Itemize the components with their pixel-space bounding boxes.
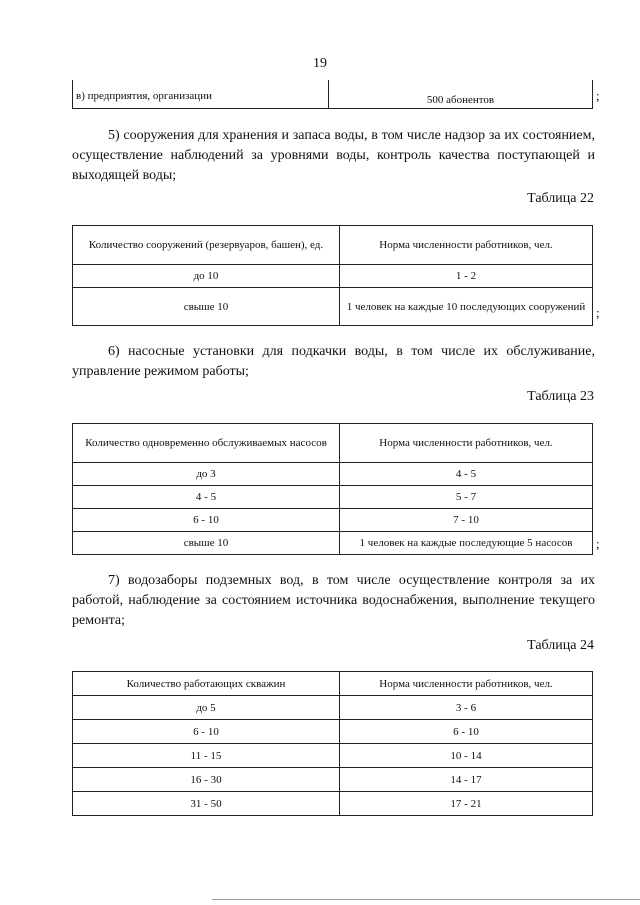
- table-cell: 17 - 21: [340, 792, 593, 816]
- table-cell: свыше 10: [73, 288, 340, 326]
- paragraph-5: 5) сооружения для хранения и запаса воды, в том числе надзор за их состоянием, осуществление наблюдений за уровнями воды, контроль качества поступающей и выходящей воды;: [72, 128, 595, 183]
- table-cell: до 3: [73, 463, 340, 486]
- table-cell: 4 - 5: [340, 463, 593, 486]
- table-cell: 6 - 10: [73, 509, 340, 532]
- table-row: [73, 288, 593, 326]
- table-cell: 4 - 5: [73, 486, 340, 509]
- table-cell: 6 - 10: [73, 720, 340, 744]
- table-row: [73, 744, 593, 768]
- fragment-table-cell-left: [72, 80, 329, 109]
- table-cell: 1 - 2: [340, 265, 593, 288]
- table-cell: 31 - 50: [73, 792, 340, 816]
- page-number: 19: [313, 56, 327, 71]
- table-header-row: [73, 424, 593, 463]
- fragment-col2: 500 абонентов: [426, 94, 495, 106]
- paragraph-6: 6) насосные установки для подкачки воды, в том числе их обслуживание, управление режимом работы;: [72, 344, 595, 379]
- table-header-cell: Количество работающих скважин: [73, 672, 340, 696]
- table-header-cell: Норма численности работников, чел.: [340, 424, 593, 463]
- table-row: [73, 532, 593, 555]
- fragment-semicolon: ;: [596, 88, 600, 103]
- table-row: [73, 463, 593, 486]
- table-24-caption: Таблица 24: [527, 638, 594, 653]
- table-cell: до 10: [73, 265, 340, 288]
- table-cell: 6 - 10: [340, 720, 593, 744]
- table-22: [72, 225, 593, 326]
- fragment-col1: в) предприятия, организации: [76, 90, 212, 102]
- table-header-row: [73, 226, 593, 265]
- table-23-caption: Таблица 23: [527, 389, 594, 404]
- table-header-cell: Норма численности работников, чел.: [340, 226, 593, 265]
- table-cell: 16 - 30: [73, 768, 340, 792]
- table-row: [73, 792, 593, 816]
- scan-edge-line: [212, 899, 640, 900]
- table-cell: свыше 10: [73, 532, 340, 555]
- table-23: [72, 423, 593, 555]
- table-cell: до 5: [73, 696, 340, 720]
- table-cell: 1 человек на каждые 10 последующих сооружений: [340, 288, 593, 326]
- table-22-semicolon: ;: [596, 305, 600, 320]
- table-row: [73, 265, 593, 288]
- table-header-row: [73, 672, 593, 696]
- table-header-cell: Количество сооружений (резервуаров, башен), ед.: [73, 226, 340, 265]
- table-cell: 3 - 6: [340, 696, 593, 720]
- table-cell: 14 - 17: [340, 768, 593, 792]
- table-row: [73, 486, 593, 509]
- paragraph-7: 7) водозаборы подземных вод, в том числе осуществление контроля за их работой, наблюдение за состоянием источника водоснабжения, выполнение текущего ремонта;: [72, 573, 595, 628]
- table-cell: 5 - 7: [340, 486, 593, 509]
- table-22-caption: Таблица 22: [527, 191, 594, 206]
- table-row: [73, 696, 593, 720]
- table-row: [73, 509, 593, 532]
- fragment-table-cell-right: [328, 80, 593, 109]
- table-row: [73, 768, 593, 792]
- table-header-cell: Количество одновременно обслуживаемых насосов: [73, 424, 340, 463]
- table-row: [73, 720, 593, 744]
- table-cell: 1 человек на каждые последующие 5 насосов: [340, 532, 593, 555]
- table-cell: 10 - 14: [340, 744, 593, 768]
- table-cell: 7 - 10: [340, 509, 593, 532]
- table-24: [72, 671, 593, 816]
- table-header-cell: Норма численности работников, чел.: [340, 672, 593, 696]
- table-cell: 11 - 15: [73, 744, 340, 768]
- table-23-semicolon: ;: [596, 536, 600, 551]
